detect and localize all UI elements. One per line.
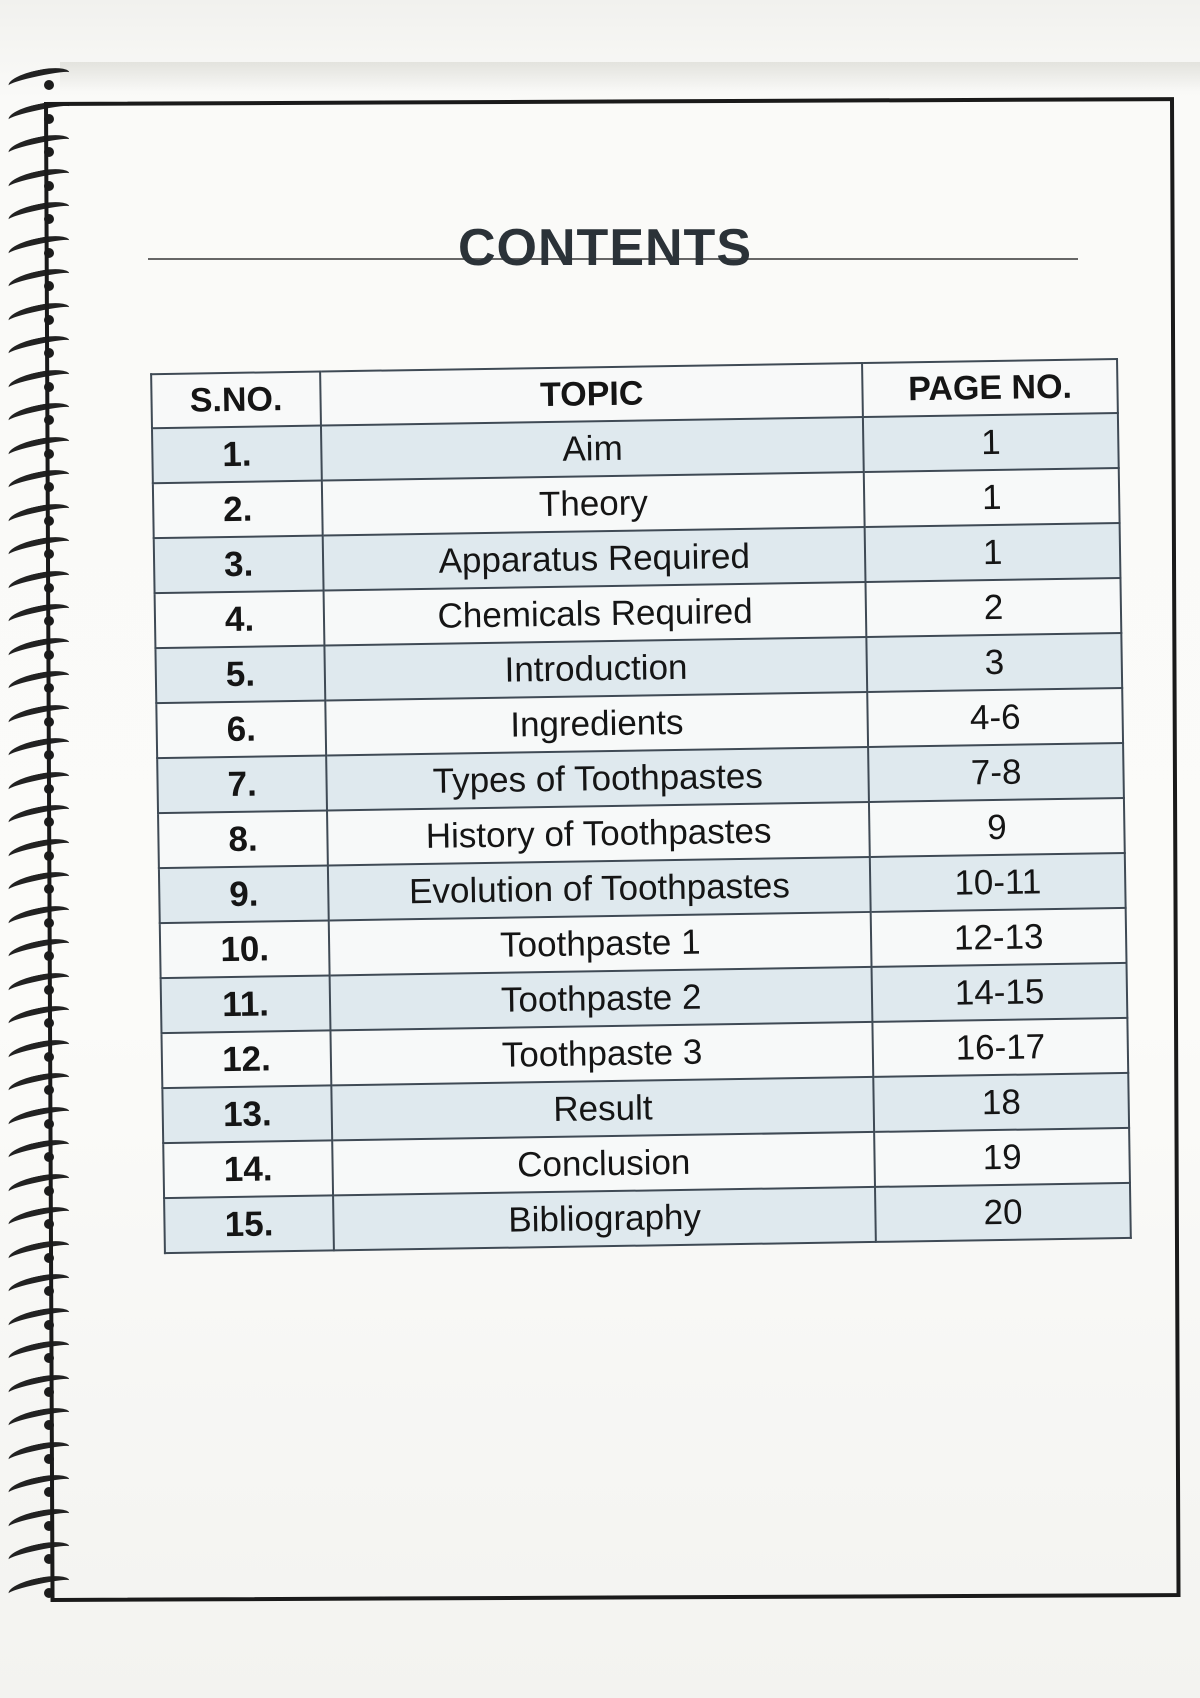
- row-sno: 13.: [162, 1085, 332, 1143]
- row-page-no: 7-8: [868, 743, 1124, 802]
- binding-hole: [44, 80, 54, 90]
- row-topic: Evolution of Toothpastes: [328, 857, 871, 921]
- header-sno: S.NO.: [151, 372, 321, 429]
- header-topic: TOPIC: [320, 363, 863, 426]
- row-sno: 3.: [154, 536, 324, 594]
- row-sno: 10.: [160, 920, 330, 978]
- row-topic: Aim: [321, 417, 864, 481]
- row-sno: 15.: [164, 1195, 334, 1253]
- row-page-no: 2: [866, 578, 1122, 637]
- row-page-no: 18: [873, 1073, 1129, 1132]
- row-page-no: 10-11: [870, 853, 1126, 912]
- row-topic: Conclusion: [332, 1132, 875, 1196]
- row-page-no: 19: [874, 1128, 1130, 1187]
- row-page-no: 9: [869, 798, 1125, 857]
- row-topic: Apparatus Required: [323, 527, 866, 591]
- row-page-no: 1: [863, 413, 1119, 472]
- row-page-no: 1: [865, 523, 1121, 582]
- row-sno: 8.: [158, 810, 328, 868]
- row-sno: 14.: [163, 1140, 333, 1198]
- row-topic: Bibliography: [333, 1187, 876, 1251]
- row-page-no: 1: [864, 468, 1120, 527]
- row-page-no: 3: [867, 633, 1123, 692]
- row-sno: 1.: [152, 426, 322, 484]
- page-title: CONTENTS: [458, 219, 752, 277]
- row-topic: Chemicals Required: [324, 582, 867, 646]
- contents-table: [150, 358, 1132, 1254]
- row-topic: Toothpaste 1: [329, 912, 872, 976]
- row-topic: Toothpaste 3: [331, 1022, 874, 1086]
- row-topic: Types of Toothpastes: [326, 747, 869, 811]
- row-sno: 9.: [159, 865, 329, 923]
- row-page-no: 20: [875, 1183, 1131, 1242]
- row-topic: Introduction: [325, 637, 868, 701]
- row-topic: Toothpaste 2: [330, 967, 873, 1031]
- row-sno: 4.: [155, 591, 325, 649]
- page-shadow: [60, 62, 1200, 92]
- row-sno: 7.: [157, 755, 327, 813]
- row-page-no: 12-13: [871, 908, 1127, 967]
- row-page-no: 16-17: [873, 1018, 1129, 1077]
- row-sno: 2.: [153, 481, 323, 539]
- header-page-no: PAGE NO.: [862, 359, 1118, 417]
- row-topic: Result: [331, 1077, 874, 1141]
- spiral-coil: [7, 64, 71, 94]
- contents-table-body: [152, 413, 1131, 1253]
- row-topic: History of Toothpastes: [327, 802, 870, 866]
- row-sno: 11.: [161, 975, 331, 1033]
- row-topic: Ingredients: [325, 692, 868, 756]
- row-sno: 5.: [155, 645, 325, 703]
- row-topic: Theory: [322, 472, 865, 536]
- row-sno: 6.: [156, 700, 326, 758]
- row-page-no: 4-6: [867, 688, 1123, 747]
- row-sno: 12.: [161, 1030, 331, 1088]
- row-page-no: 14-15: [872, 963, 1128, 1022]
